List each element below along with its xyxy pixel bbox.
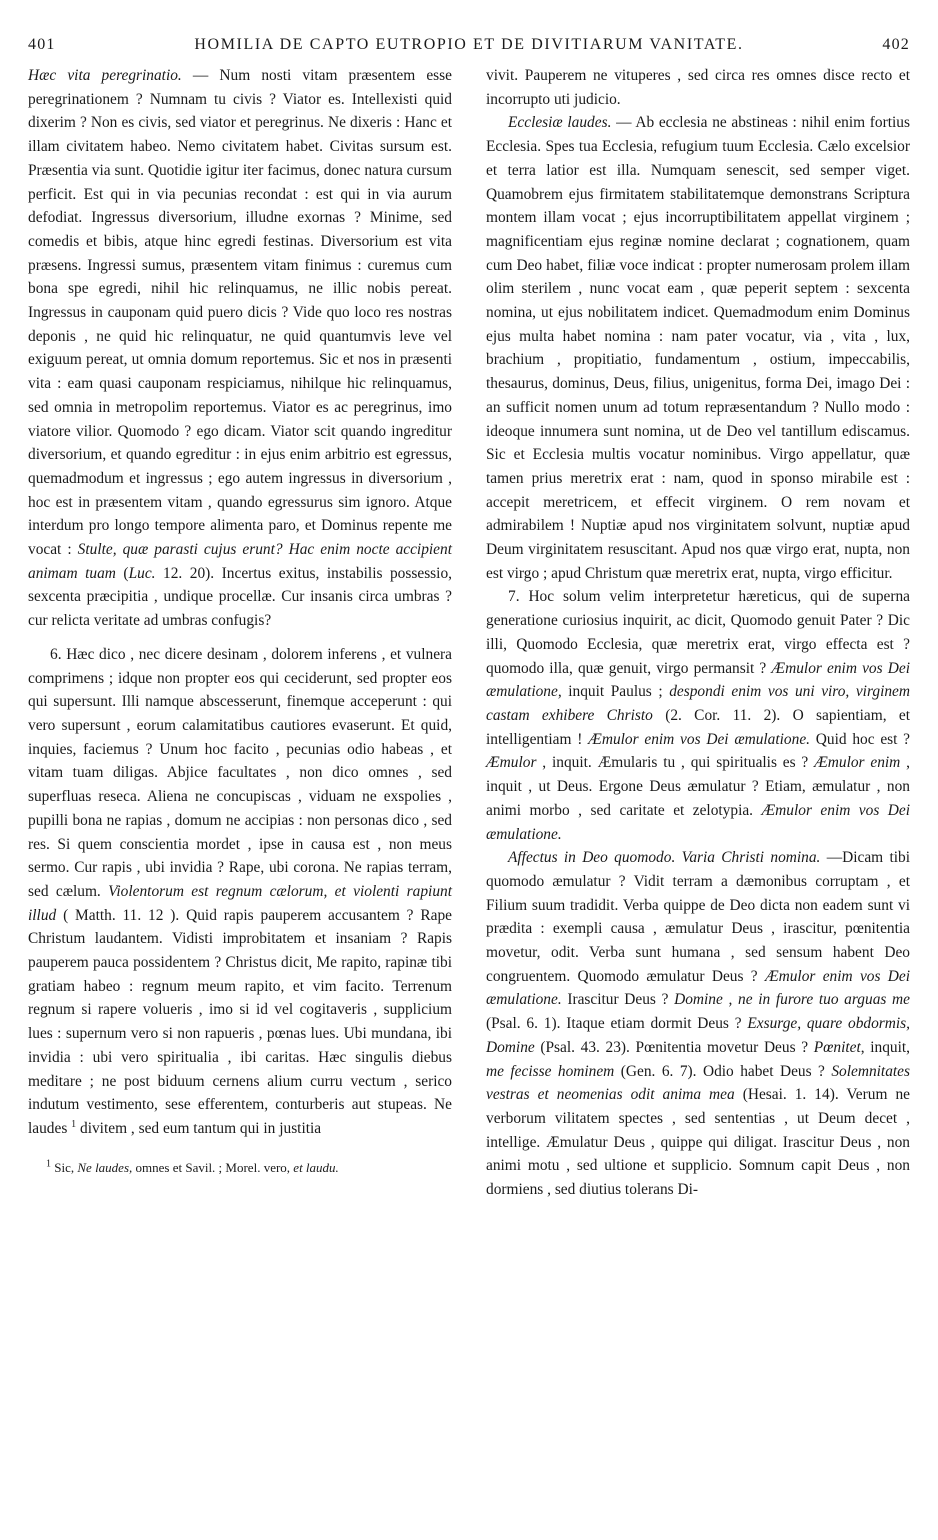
paragraph-ecclesiae-laudes [486, 111, 910, 585]
page-number-left: 401 [28, 36, 56, 53]
paragraph-text: — Ab ecclesia ne abstineas : nihil enim fortius Ecclesia. Spes tua Ecclesia, refugium tuum Ecclesia. Cælo excelsior et terra latior est illa. Numquam senescit, sed semper viget. Quamobrem ejus firmitatem stabilitatemque demonstrans Scriptura montem illam vocat ; ejus incorruptibilitatem appellat virginem ; magnificentiam ejus reginæ nomine declarat ; cognationem, quam cum Deo habet, filiæ voce indicat : propter numerosam prolem illam olim sterilem , nunc vocat eam , quæ peperit septem : sexcenta nomina, ut ejus nobilitatem indicet. Quemadmodum enim Dominus ejus multa habet nomina : nam pater vocatur, via , vita , lux, brachium , propitiatio, fundamentum , ostium, impeccabilis, thesaurus, dominus, Deus, filius, unigenitus, forma Dei, imago Dei : an sufficit nomen unum ad totum repræsentandum ? Nullo modo : ideoque innumera sunt nomina, ut de Deo vel tantillum ediscamus. Sic et Ecclesia multis vocatur nominibus. Virgo appellatur, quæ tamen prius meretrix erat : nam, quod in sponso mirabile est : accepit meretricem, et effecit virginem. O rem novam et admirabilem ! Nuptiæ apud nos virginitatem solvunt, nuptiæ apud Deum virginitatem resuscitant. Apud nos quæ virgo erat, nupta, non est virgo ; apud Christum quæ meretrix erat, nupta, virgo efficitur. [486, 114, 910, 582]
scripture-reference: ( Matth. 11. 12 ). [56, 906, 187, 924]
scripture-quote: Violentorum est regnum cælorum, et violenti rapiunt illud [28, 882, 452, 924]
section-heading: Hæc vita peregrinatio. [28, 67, 182, 84]
paragraph-text: (Psal. 43. 23). Pœnitentia movetur Deus ? [534, 1038, 814, 1056]
paragraph-text: Incertus exitus, instabilis possessio, sexcenta præcipitia , undique procellæ. Cur insanis circa umbras ? cur relicta veritate ad umbras confugis? [28, 564, 452, 630]
scripture-reference: Luc. [128, 564, 156, 582]
paragraph-text: (2. Cor. 11. 2). O sapientiam, et intelligentiam ! [486, 706, 910, 748]
paragraph-continuation [486, 64, 910, 111]
footnote-text: omnes et Savil. ; Morel. vero, [132, 1159, 294, 1175]
paragraph-text: inquit Paulus ; [561, 683, 670, 701]
scripture-quote: Æmulor [486, 754, 537, 772]
paragraph-text: divitem , sed eum tantum qui in justitia [76, 1119, 322, 1137]
page-number-right: 402 [882, 36, 910, 53]
scripture-quote: me fecisse hominem [486, 1062, 615, 1080]
paragraph-7 [486, 585, 910, 846]
section-heading: Affectus in Deo quomodo. Varia Christi nomina. [508, 849, 821, 867]
paragraph-text: 7. Hoc solum velim interpretetur hæreticus, qui de superna generatione curiosius inquirit, ac dicit, Quomodo genuit Pater ? Dic illi, Quomodo Ecclesia, quæ meretrix erat, virgo effecta est ? quomodo illa, quæ genuit, virgo permansit ? [486, 588, 910, 677]
paragraph-text: Quid hoc est ? [810, 730, 911, 748]
left-column [28, 64, 452, 1202]
running-title: HOMILIA DE CAPTO EUTROPIO ET DE DIVITIARUM VANITATE. [194, 36, 744, 53]
paragraph-text: (Hesai. 1. 14). Verum ne verborum vilitatem spectes , sed sententias , ut Deum decet , intellige. Æmulatur Deus , quippe qui diligat. Irascitur Deus , non animi motu , sed ultione et supplicio. Somnum capit Deus , non dormiens , sed diutius tolerans Di- [486, 1086, 910, 1199]
right-column [486, 64, 910, 1202]
paragraph-text: (Gen. 6. 7). Odio habet Deus ? [614, 1062, 832, 1080]
scripture-quote: Æmulor enim vos Dei æmulatione. [486, 801, 911, 843]
two-column-body [28, 64, 910, 1202]
scripture-quote: Solemnitates vestras et neomenias odit anima mea [486, 1062, 910, 1104]
paragraph-text: Irascitur Deus ? [561, 991, 675, 1009]
paragraph-text: , inquit , ut Deus. Ergone Deus æmulatur ? Etiam, æmulatur , non animi morbo , sed caritate et zelotypia. [486, 754, 910, 819]
paragraph-6 [28, 643, 452, 1141]
paragraph-affectus-in-deo [486, 846, 910, 1202]
paragraph-text: — Num nosti vitam præsentem esse peregrinationem ? Numnam tu civis ? Viator es. Intellexisti quid dixerim ? Non es civis, sed viator et peregrinus. Ne dixeris : Hanc et illam civitatem habeo. Nemo civitatem habet. Civitas sursum est. Præsentia via sunt. Quotidie igitur iter facimus, donec natura cursum perficit. Est qui in via pecunias recondat : est qui in via aurum defodiat. Ingressus diversorium, illudne exornas ? Minime, sed comedis et bibis, atque hinc egredi festinas. Diversorium est vita præsens. Ingressi sumus, præsentem vitam finimus : curemus cum bona spe egredi, nihil hic relinquamus, ne illic nobis pereat. Ingressus in cauponam quid puero dicis ? Vide quo loco res nostras deponis , ne quid hic relinquatur, ne quid quantumvis leve vel exiguum pereat, ut omnia domum reportemus. Sic et nos in præsenti vita : eam quasi cauponam respiciamus, nihilque hic relinquamus, sed omnia in metropolim reportemus. Viator es ac peregrinus, imo viatore vilior. Quomodo ? ego dicam. Viator scit quando ingreditur diversorium, et quando egreditur : in ejus enim arbitrio est egressus, quemadmodum et ingressus ; ego autem ingressus in diversorium , hoc est in præsentem vitam , quando egressurus sim ignoro. Atque interdum pro longo tempore alimenta paro, et Dominus repente me vocat : [28, 67, 452, 559]
scripture-quote: Æmulor enim vos Dei æmulatione. [588, 730, 811, 748]
scripture-quote: Æmulor enim vos Dei æmulatione, [486, 659, 910, 701]
scripture-quote: Pœnitet [813, 1038, 861, 1056]
paragraph-text: Quid rapis pauperem accusantem ? Rape Christum laudantem. Vidisti improbitatem et insaniam ? Rapis pauperem pauca possidentem ? Christus dicit, Me rapito, rapinæ tibi gratiam habeo : regnum meum rapito, et vim facito. Terrenum regnum si rapere volueris , imo si id vel cogitaveris , supplicium lues : supernum vero si non rapueris , pœnas lues. Ubi mundana, ibi invidia : ubi vero spiritualia , ibi caritas. Hæc singulis diebus meditare ; ne post biduum cernens alium curru vectum , serico indutum vestimento, sese efferentem, conturberis aut stupeas. Ne laudes [28, 906, 452, 1137]
paragraph-text: 6. Hæc dico , nec dicere desinam , dolorem inferens , et vulnera comprimens ; idque non propter eos qui ceciderunt, sed propter eos qui supersunt. Illi namque abscesserunt, finemque acceperunt : qui vero supersunt , eorum calamitatibus cautiores evaserunt. Et quid, inquies, faciemus ? Unum hoc facito , pecunias odio habeas , et vitam tuam diligas. Abjice facultates , non dico omnes , sed superfluas reseca. Aliena ne concupiscas , viduam ne exspolies , pupilli bona ne rapias , domum ne accipias : non personas dico , sed res. Si quem conscientia mordet , ipse in causa est , non meus sermo. Cur rapis , ubi invidia ? Rape, ubi corona. Ne rapias terram, sed cælum. [28, 645, 452, 900]
footnote-number: 1 [46, 1158, 51, 1170]
scripture-quote: Stulte, quæ parasti cujus erunt? Hac enim nocte accipient animam tuam [28, 541, 452, 582]
paragraph-text: vivit. Pauperem ne vituperes , sed circa res omnes disce recto et incorrupto uti judicio. [486, 67, 910, 108]
paragraph-text: 12. 20). [155, 564, 222, 582]
scripture-quote: Æmulor enim vos Dei æmulatione. [486, 967, 910, 1009]
running-head [28, 36, 910, 60]
footnote-marker: 1 [71, 1118, 77, 1130]
paragraph-text: (Psal. 6. 1). Itaque etiam dormit Deus ? [486, 1015, 748, 1033]
scripture-quote: Domine , ne in furore tuo arguas me [674, 991, 910, 1009]
paragraph-text: —Dicam tibi quomodo æmulatur ? Vidit terram a dæmonibus corruptam , et Filium suum tradidit. Verba quippe de Deo dicta non eadem sunt vi prædita : exempli causa , æmulatur Deus , irascitur, pœnitentia movetur, odit. Verba sunt humana , sed sensum habent Deo congruentem. Quomodo æmulatur Deus ? [486, 849, 910, 985]
footnote [28, 1159, 452, 1177]
paragraph-text: ( [115, 564, 129, 582]
paragraph-text: , inquit. Æmularis tu , qui spiritualis es ? [536, 754, 815, 772]
section-heading: Ecclesiæ laudes. [508, 114, 612, 132]
paragraph-vita-peregrinatio [28, 64, 452, 633]
paragraph-text: , inquit, [860, 1038, 910, 1056]
scripture-quote: despondi enim vos uni viro, virginem castam exhibere Christo [486, 683, 910, 724]
footnote-text: Sic, [51, 1159, 78, 1175]
footnote-variant: Ne laudes, [77, 1159, 133, 1175]
scripture-quote: Exsurge, quare obdormis, Domine [486, 1015, 910, 1056]
footnote-variant: et laudu. [293, 1159, 339, 1175]
scripture-quote: Æmulor enim [814, 754, 901, 772]
